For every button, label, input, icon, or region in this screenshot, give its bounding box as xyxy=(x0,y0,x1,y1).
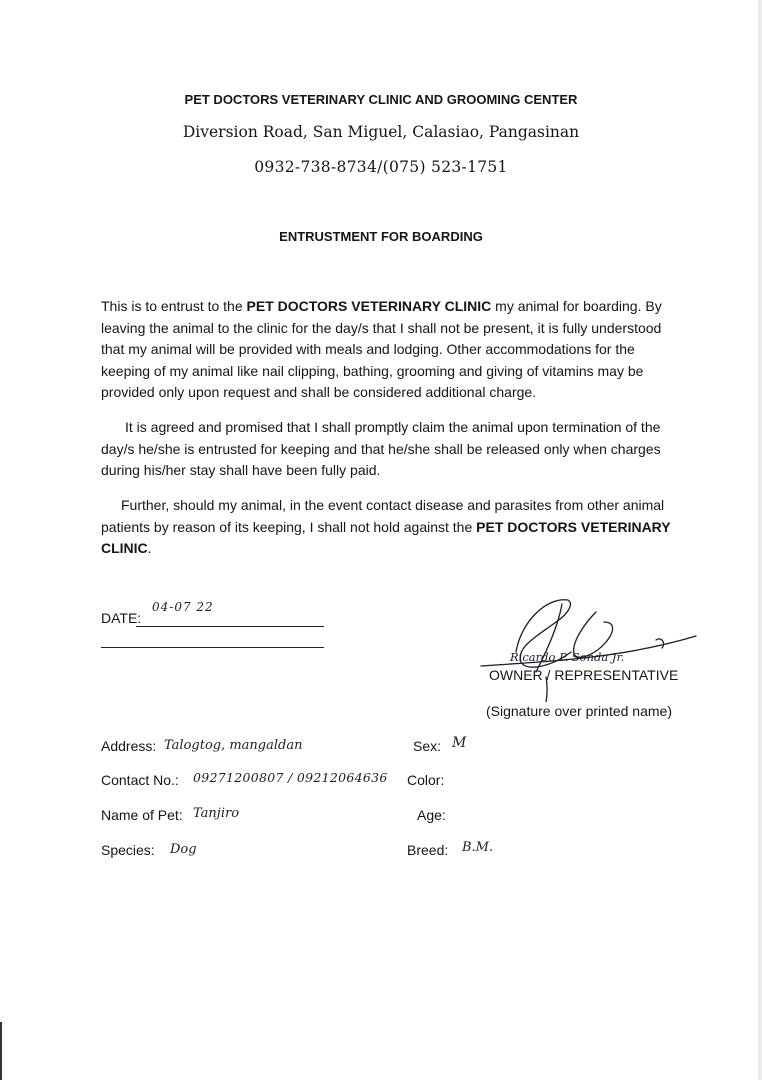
owner-representative-label: OWNER / REPRESENTATIVE xyxy=(489,667,679,683)
paragraph-claim: It is agreed and promised that I shall promptly claim the animal upon termination of the day/s he/she is entrusted for keeping and that he/she shall be released only when charges during his/her stay shall have been fully paid. xyxy=(101,419,661,478)
color-label: Color: xyxy=(407,772,445,788)
document-title: ENTRUSTMENT FOR BOARDING xyxy=(279,229,483,244)
breed-label: Breed: xyxy=(407,842,449,858)
contact-value: 09271200807 / 09212064636 xyxy=(193,770,388,785)
age-label: Age: xyxy=(417,807,446,823)
pet-name-value: Tanjiro xyxy=(193,806,240,821)
sex-label: Sex: xyxy=(413,738,442,754)
paragraph-entrust xyxy=(101,296,686,404)
paragraph-text: Further, should my animal, in the event contact disease and parasites from other animal patients by reason of its keeping, I shall not hold against the xyxy=(101,497,665,535)
date-label: DATE: xyxy=(101,610,142,626)
clinic-name-bold: PET DOCTORS VETERINARY CLINIC xyxy=(246,298,492,314)
date-value: 04-07 22 xyxy=(152,600,214,614)
contact-label: Contact No.: xyxy=(101,772,179,788)
species-value: Dog xyxy=(170,842,197,857)
clinic-name-bold: PET DOCTORS VETERINARY CLINIC xyxy=(101,518,671,556)
paragraph-disease xyxy=(101,495,686,560)
breed-value: B.M. xyxy=(462,840,494,855)
date-line xyxy=(136,626,324,627)
blank-line xyxy=(101,647,324,648)
clinic-name: PET DOCTORS VETERINARY CLINIC AND GROOMING CENTER xyxy=(184,92,578,107)
paragraph-text: my animal for boarding. By leaving the animal to the clinic for the day/s that I shall not be present, it is fully understood that my animal will be provided with meals and lodging. Other accommodations for the keeping of my animal like nail clipping, bathing, grooming and giving of vitamins may be provided only upon request and shall be considered additional charge. xyxy=(101,298,662,400)
signature-printed-name: Ricardo P. Sonda Jr. xyxy=(510,650,625,664)
paragraph-text: . xyxy=(147,540,152,556)
address-value: Talogtog, mangaldan xyxy=(164,738,303,753)
clinic-address: Diversion Road, San Miguel, Calasiao, Pangasinan xyxy=(182,123,580,141)
species-label: Species: xyxy=(101,842,155,858)
signature-caption: (Signature over printed name) xyxy=(486,703,672,719)
sex-value: M xyxy=(452,735,467,751)
scan-mark xyxy=(0,1022,2,1080)
signature-scribble xyxy=(476,592,706,702)
address-label: Address: xyxy=(101,738,157,754)
paragraph-text: This is to entrust to the xyxy=(101,298,247,314)
pet-name-label: Name of Pet: xyxy=(101,807,183,823)
clinic-phone: 0932-738-8734/(075) 523-1751 xyxy=(254,158,508,176)
